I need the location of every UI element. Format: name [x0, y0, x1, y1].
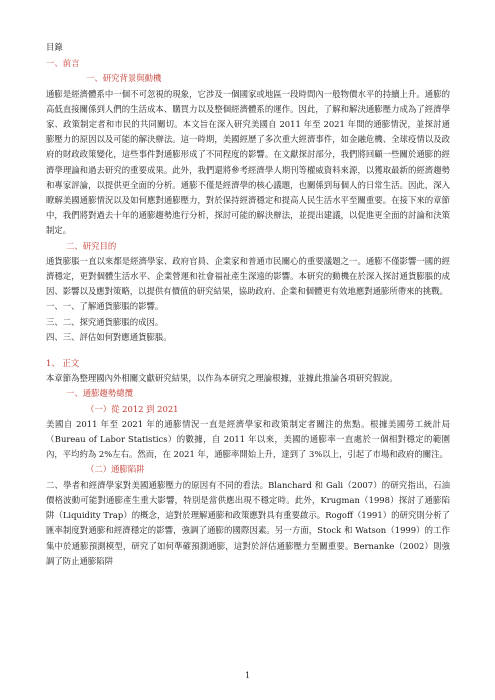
- subsection-heading-purpose: 二、研究目的: [66, 240, 117, 251]
- subsection-heading-background: 一、研究背景與動機: [86, 73, 162, 84]
- trend-paragraph: 美國自 2011 年至 2021 年的通膨情況一直是經濟學家和政策制定者關注的焦點。根據美國勞工統計局（Bureau of Labor Statistics）的數據，自 2011 年以來，美國的通膨率一直處於一個相對穩定的範圍內，平均約為 2%左右。然而，在 2021 年，通膨率開始上升，達到了 3%以上，引起了市場和政府的關注。: [46, 418, 450, 460]
- background-paragraph: 通膨是經濟體系中一個不可忽視的現象，它涉及一個國家或地區一段時間內一般物價水平的持續上升。通膨的高低直接關係到人們的生活成本、購買力以及整個經濟體系的運作。因此，了解和解決通膨壓力成為了經濟學家、政策制定者和市民的共同關切。本文旨在深入研究美國自 2011 年至 2021 年間的通膨情況，並探討通膨壓力的原因以及可能的解決辦法。這一時期，美國經歷了多次重大經濟事件，如金融危機、全球疫情以及政府的財政政策變化，這些事件對通膨形成了不同程度的影響。在文獻探討部分，我們將回顧一些關於通膨的經濟學理論和過去研究的重要成果。此外，我們還將參考經濟學人期刊等權威資料來源，以獲取最新的經濟趨勢和專家評論，以提供更全面的分析。通膨不僅是經濟學的核心議題，也關係到每個人的日常生活。因此，深入瞭解美國通膨情況以及如何應對通膨壓力，對於保持經濟穩定和提高人民生活水平至關重要。在接下來的章節中，我們將對過去十年的通膨趨勢進行分析，探討可能的解決辦法，並提出建議，以促進更全面的討論和決策制定。: [46, 88, 450, 236]
- section-heading-main-text: 1、 正文: [46, 358, 80, 369]
- section-spacer: [46, 345, 450, 356]
- subsection-heading-trend-overview: 一、通膨趨勢總攬: [66, 388, 133, 399]
- inflation-trap-paragraph: 二、學者和經濟學家對美國通膨壓力的原因有不同的看法。Blanchard 和 Gali（2007）的研究指出，石油價格波動可能對通膨產生重大影響，特別是當供應出現不穩定時。此外，Krugman（1998）探討了通膨陷阱（Liquidity Trap）的概念，這對於理解通膨和政策應對具有重要啟示。Rogoff（1991）的研究則分析了匯率制度對通膨和經濟穩定的影響，強調了通膨的國際因素。另一方面，Stock 和 Watson（1999）的工作集中於通膨預測模型，研究了如何準確預測通膨，這對於評估通膨壓力至關重要。Bernanke（2002）則強調了防止通膨陷阱: [46, 479, 450, 566]
- document-page: [46, 40, 450, 569]
- toc-title: 目錄: [46, 42, 63, 52]
- subsubsection-heading-inflation-trap: （二）通膨陷阱: [86, 464, 145, 475]
- section-heading-introduction: 一、前言: [46, 58, 80, 69]
- purpose-list-item: 一、一、了解通貨膨脹的影響。: [46, 301, 164, 312]
- purpose-paragraph: 通貨膨脹一直以來都是經濟學家、政府官員、企業家和普通市民關心的重要議題之一。通膨不僅影響一國的經濟穩定，更對個體生活水平、企業營運和社會福祉產生深遠的影響。本研究的動機在於深入探討通貨膨脹的成因、影響以及應對策略，以提供有價值的研究結果，協助政府、企業和個體更有效地應對通膨所帶來的挑戰。: [46, 255, 450, 297]
- main-intro-paragraph: 本章節為整理國內外相關文獻研究結果，以作為本研究之理論根據，並據此推論各項研究假說。: [46, 373, 398, 384]
- purpose-list-item: 三、二、探究通貨膨脹的成因。: [46, 316, 164, 327]
- subsubsection-heading-2012-2021: （一）從 2012 到 2021: [86, 403, 179, 414]
- purpose-list-item: 四、三、評估如何對應通貨膨脹。: [46, 331, 172, 342]
- page-number: 1: [244, 671, 251, 680]
